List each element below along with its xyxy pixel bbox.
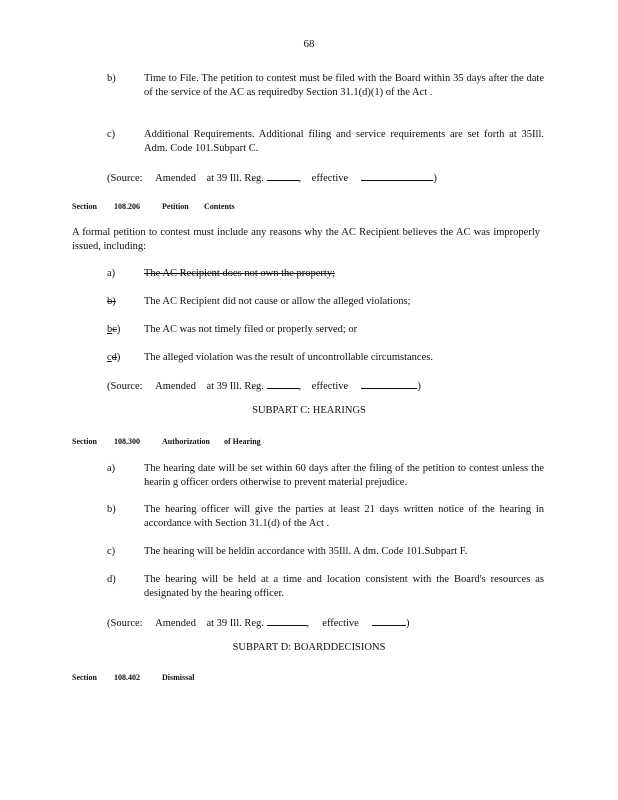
source-prefix: (Source:	[107, 618, 143, 629]
source-note	[107, 378, 421, 394]
source-effective: effective	[322, 618, 359, 629]
item-label: b)	[107, 73, 116, 84]
item-text: The AC Recipient did not cause or allow the alleged violations;	[144, 296, 411, 307]
reg-blank	[267, 170, 299, 181]
source-comma: ,	[298, 173, 302, 184]
source-comma: ,	[306, 618, 310, 629]
item-label: c)	[107, 546, 116, 557]
effective-blank	[361, 170, 433, 181]
source-note	[107, 170, 437, 186]
label-inserted: c	[107, 352, 112, 363]
reg-blank	[267, 615, 307, 626]
heading-title: Dismissal	[162, 673, 195, 682]
heading-title: Contents	[204, 202, 235, 211]
reg-blank	[267, 378, 299, 389]
item-text: The hearing will be heldin accordance with 35Ill. A dm. Code 101.Subpart F.	[144, 546, 468, 557]
heading-title: of Hearing	[224, 437, 261, 446]
item-text: Time to File. The petition to contest must be filed with the Board within 35 days after the date of the service of the AC as requiredby Section 31.1(d)(1) of the Act .	[144, 73, 544, 98]
source-prefix: (Source:	[107, 381, 143, 392]
item-text: The hearing date will be set within 60 days after the filing of the petition to contest unless the hearin g officer orders otherwise to prevent material prejudice.	[144, 463, 544, 488]
heading-word: Section	[72, 437, 97, 446]
label-close: )	[116, 352, 121, 363]
source-amended: Amended	[155, 381, 196, 392]
source-reg: at 39 Ill. Reg.	[206, 381, 264, 392]
source-amended: Amended	[155, 173, 196, 184]
label-deleted: c	[112, 324, 117, 335]
item-text-deleted: The AC Recipient does not own the property;	[144, 268, 336, 279]
source-close: )	[433, 173, 437, 184]
heading-number: 108.300	[114, 437, 140, 446]
section-heading-206	[72, 202, 235, 212]
subpart-c-heading: SUBPART C: HEARINGS	[252, 405, 366, 416]
item-text: The AC was not timely filed or properly served; or	[144, 324, 358, 335]
label-close: )	[116, 324, 121, 335]
item-label: b)	[107, 504, 116, 515]
item-text: The hearing officer will give the parties at least 21 days written notice of the hearing in accordance with Section 31.1(d) of the Act .	[144, 504, 544, 529]
heading-number: 108.206	[114, 202, 140, 211]
item-label-amended	[107, 323, 137, 337]
heading-title: Petition	[162, 202, 189, 211]
source-prefix: (Source:	[107, 173, 143, 184]
source-reg: at 39 Ill. Reg.	[206, 173, 264, 184]
label-inserted: b	[107, 324, 113, 335]
item-text: The alleged violation was the result of uncontrollable circumstances.	[144, 352, 433, 363]
page-number: 68	[303, 38, 315, 50]
heading-number: 108.402	[114, 673, 140, 682]
source-amended: Amended	[155, 618, 196, 629]
heading-word: Section	[72, 673, 97, 682]
source-reg: at 39 Ill. Reg.	[206, 618, 264, 629]
item-label-amended	[107, 351, 137, 365]
subpart-d-heading: SUBPART D: BOARDDECISIONS	[232, 642, 386, 653]
label-deleted: d	[111, 352, 117, 363]
effective-blank	[361, 378, 417, 389]
section-intro: A formal petition to contest must include any reasons why the AC Recipient believes the AC was improperly issued, including:	[72, 227, 540, 252]
item-text: The hearing will be held at a time and location consistent with the Board's resources as designated by the hearing officer.	[144, 574, 544, 599]
source-effective: effective	[311, 381, 349, 392]
item-label: c)	[107, 129, 116, 140]
item-label-deleted: b)	[107, 296, 116, 307]
heading-word: Section	[72, 202, 97, 211]
item-label: a)	[107, 463, 116, 474]
section-heading-402	[72, 673, 194, 683]
item-label: a)	[107, 268, 116, 279]
source-comma: ,	[298, 381, 302, 392]
item-label: d)	[107, 574, 116, 585]
source-effective: effective	[311, 173, 349, 184]
source-note	[107, 615, 409, 631]
effective-blank	[372, 615, 406, 626]
heading-title: Authorization	[162, 437, 210, 446]
section-heading-300	[72, 437, 261, 447]
item-text: Additional Requirements. Additional filing and service requirements are set forth at 35Ill. Adm. Code 101.Subpart C.	[144, 129, 544, 154]
source-close: )	[417, 381, 421, 392]
source-close: )	[405, 618, 410, 629]
